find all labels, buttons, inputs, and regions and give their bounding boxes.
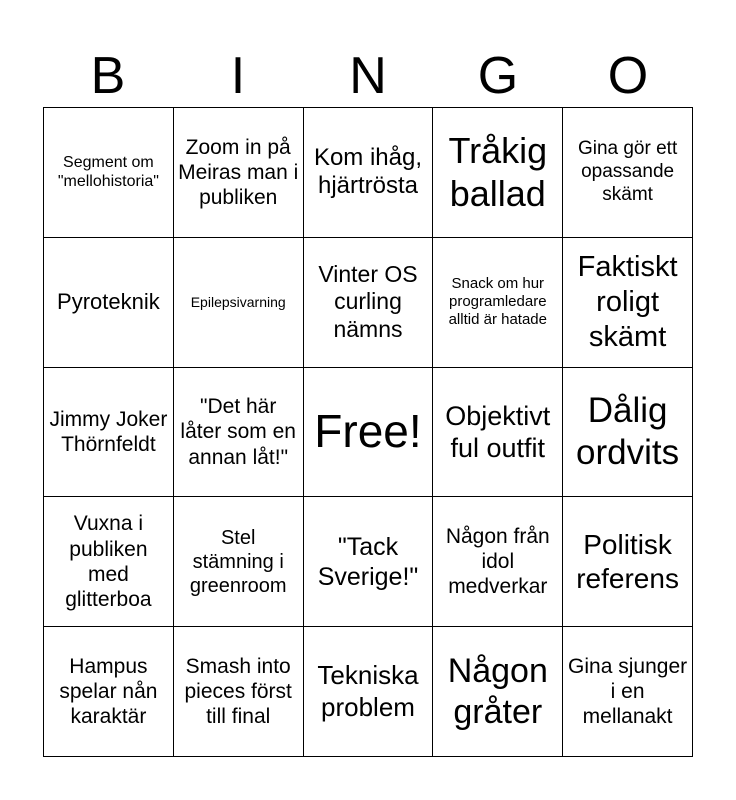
header-letter-i: I [230, 47, 246, 105]
header-letter-n: N [349, 47, 387, 105]
bingo-cell[interactable]: Faktiskt roligt skämt [563, 238, 693, 368]
bingo-cell[interactable]: "Det här låter som en annan låt!" [174, 368, 304, 498]
bingo-cell[interactable]: "Tack Sverige!" [304, 497, 434, 627]
bingo-board [43, 107, 693, 757]
bingo-header [43, 44, 693, 108]
bingo-cell[interactable]: Tekniska problem [304, 627, 434, 757]
bingo-cell[interactable]: Jimmy Joker Thörnfeldt [44, 368, 174, 498]
header-letter-g: G [477, 47, 519, 105]
bingo-cell[interactable]: Epilepsivarning [174, 238, 304, 368]
bingo-cell[interactable]: Hampus spelar nån karaktär [44, 627, 174, 757]
bingo-cell[interactable]: Tråkig ballad [433, 108, 563, 238]
bingo-cell[interactable]: Gina gör ett opassande skämt [563, 108, 693, 238]
bingo-cell[interactable]: Politisk referens [563, 497, 693, 627]
header-letter-b: B [90, 47, 126, 105]
bingo-cell[interactable]: Snack om hur programledare alltid är hatade [433, 238, 563, 368]
bingo-cell[interactable]: Vinter OS curling nämns [304, 238, 434, 368]
header-letter-o: O [607, 47, 649, 105]
bingo-cell[interactable]: Smash into pieces först till final [174, 627, 304, 757]
bingo-cell[interactable]: Zoom in på Meiras man i publiken [174, 108, 304, 238]
bingo-cell[interactable]: Segment om "mellohistoria" [44, 108, 174, 238]
bingo-cell[interactable]: Dålig ordvits [563, 368, 693, 498]
bingo-cell[interactable]: Vuxna i publiken med glitterboa [44, 497, 174, 627]
bingo-cell[interactable]: Kom ihåg, hjärtrösta [304, 108, 434, 238]
bingo-cell[interactable]: Gina sjunger i en mellanakt [563, 627, 693, 757]
bingo-cell[interactable]: Stel stämning i greenroom [174, 497, 304, 627]
bingo-cell[interactable]: Någon gråter [433, 627, 563, 757]
bingo-cell[interactable]: Pyroteknik [44, 238, 174, 368]
bingo-cell[interactable]: Någon från idol medverkar [433, 497, 563, 627]
free-space-cell[interactable]: Free! [304, 368, 434, 498]
bingo-cell[interactable]: Objektivt ful outfit [433, 368, 563, 498]
